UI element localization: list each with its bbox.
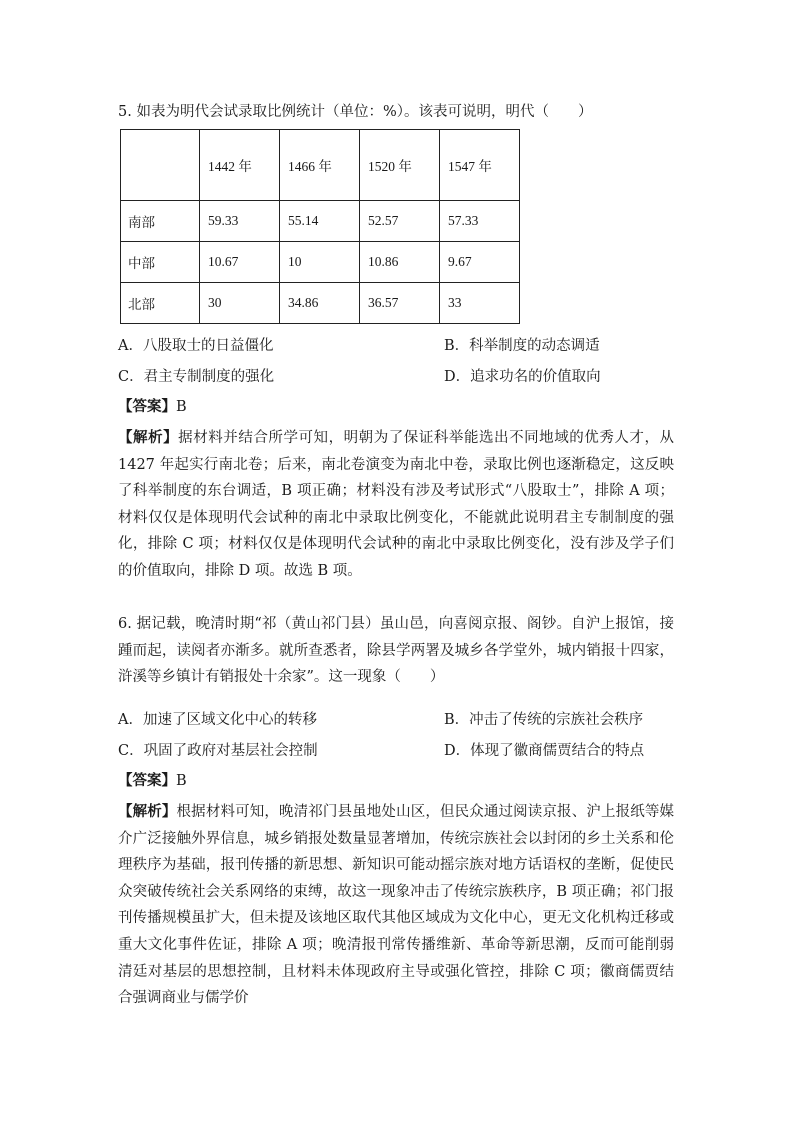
- q5-stem: 5. 如表为明代会试录取比例统计（单位：%）。该表可说明，明代（ ）: [118, 104, 593, 120]
- table-header-cell: 1520 年: [360, 130, 440, 201]
- table-cell: 9.67: [440, 242, 520, 283]
- q5-option-c[interactable]: C．君主专制制度的强化: [118, 369, 275, 385]
- table-header-cell: 1547 年: [440, 130, 520, 201]
- answer-value: B: [176, 399, 187, 415]
- table-cell: 10.67: [200, 242, 280, 283]
- q5-answer: [118, 398, 187, 416]
- analysis-tag: 【解析】: [118, 429, 179, 446]
- q5-option-d[interactable]: D．追求功名的价值取向: [444, 369, 601, 385]
- table-cell: 10.86: [360, 242, 440, 283]
- table-cell: 10: [280, 242, 360, 283]
- q6-stem: 6. 据记载，晚清时期“祁（黄山祁门县）虽山邑，向喜阅京报、阁钞。自沪上报馆，接踵而起，读阅者亦渐多。就所查悉者，除县学两署及城乡各学堂外，城内销报十四家，浒溪等乡镇计有销报处十余家”。这一现象（ ）: [118, 616, 674, 686]
- table-cell: 57.33: [440, 201, 520, 242]
- table-cell: 34.86: [280, 283, 360, 324]
- table-cell: 30: [200, 283, 280, 324]
- answer-tag: 【答案】: [118, 398, 176, 415]
- analysis-text: 据材料并结合所学可知，明朝为了保证科举能选出不同地域的优秀人才，从 1427 年起实行南北卷；后来，南北卷演变为南北中卷，录取比例也逐渐稳定，这反映了科举制度的东台调适，B 项正确；材料没有涉及考试形式“八股取士”，排除 A 项；材料仅仅是体现明代会试种的南北中录取比例变化，不能就此说明君主专制制度的强化，排除 C 项；材料仅仅是体现明代会试种的南北中录取比例变化，没有涉及学子们的价值取向，排除 D 项。故选 B 项。: [118, 430, 675, 579]
- q6-option-c[interactable]: C．巩固了政府对基层社会控制: [118, 743, 318, 759]
- q5-option-a[interactable]: A．八股取士的日益僵化: [118, 338, 274, 354]
- table-header-cell: [121, 130, 200, 201]
- table-row: [121, 201, 520, 242]
- table-header-row: [121, 130, 520, 201]
- q6-answer: [118, 772, 187, 790]
- q6-option-d[interactable]: D．体现了徽商儒贾结合的特点: [444, 743, 645, 759]
- answer-tag: 【答案】: [118, 772, 176, 789]
- q6-analysis: [118, 799, 674, 1012]
- admission-ratio-table: [120, 129, 520, 324]
- q6-option-a[interactable]: A．加速了区域文化中心的转移: [118, 712, 317, 728]
- answer-value: B: [176, 773, 187, 789]
- table-row: [121, 242, 520, 283]
- q6-option-b[interactable]: B．冲击了传统的宗族社会秩序: [444, 712, 644, 728]
- analysis-text: 根据材料可知，晚清祁门县虽地处山区，但民众通过阅读京报、沪上报纸等媒介广泛接触外界信息，城乡销报处数量显著增加，传统宗族社会以封闭的乡土关系和伦理秩序为基础，报刊传播的新思想、新知识可能动摇宗族对地方话语权的垄断，促使民众突破传统社会关系网络的束缚，故这一现象冲击了传统宗族秩序，B 项正确；祁门报刊传播规模虽扩大，但未提及该地区取代其他区域成为文化中心，更无文化机构迁移或重大文化事件佐证，排除 A 项；晚清报刊常传播维新、革命等新思潮，反而可能削弱清廷对基层的思想控制，且材料未体现政府主导或强化管控，排除 C 项；徽商儒贾结合强调商业与儒学价: [118, 804, 675, 1007]
- table-cell: 59.33: [200, 201, 280, 242]
- table-cell: 36.57: [360, 283, 440, 324]
- table-row: [121, 283, 520, 324]
- row-label: 南部: [121, 201, 200, 242]
- analysis-tag: 【解析】: [118, 803, 177, 820]
- table-cell: 52.57: [360, 201, 440, 242]
- table-header-cell: 1442 年: [200, 130, 280, 201]
- table-cell: 33: [440, 283, 520, 324]
- q5-analysis: [118, 425, 674, 585]
- row-label: 中部: [121, 242, 200, 283]
- table-cell: 55.14: [280, 201, 360, 242]
- row-label: 北部: [121, 283, 200, 324]
- q5-option-b[interactable]: B．科举制度的动态调适: [444, 338, 600, 354]
- table-header-cell: 1466 年: [280, 130, 360, 201]
